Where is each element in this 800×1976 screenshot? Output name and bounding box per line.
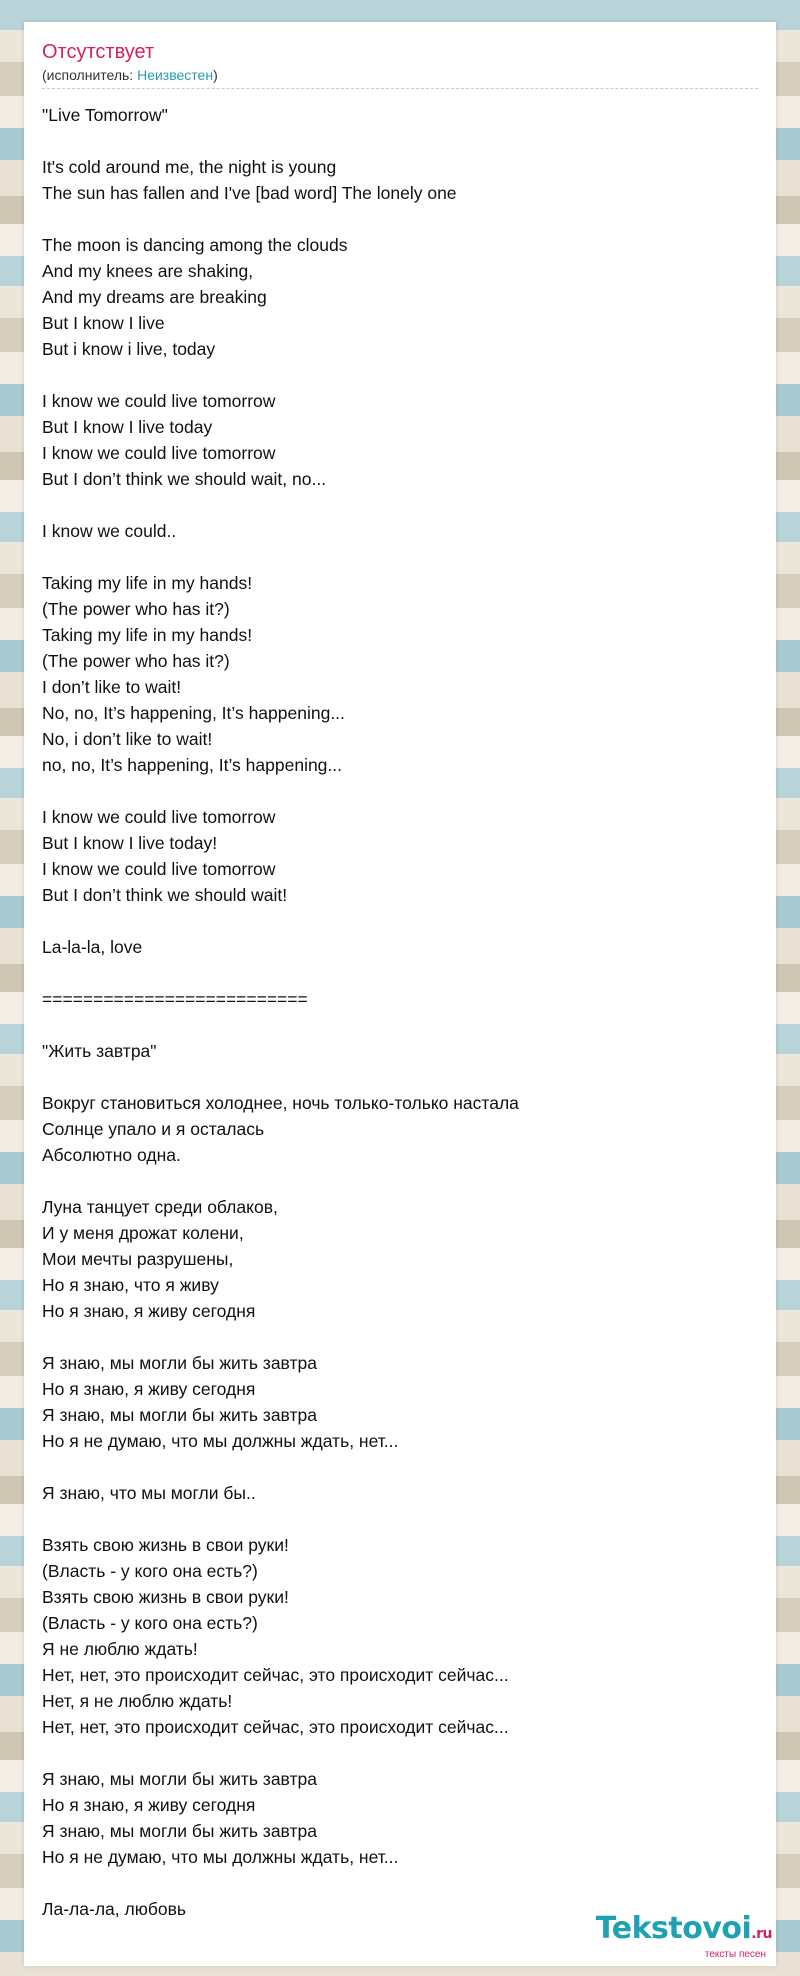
logo-main-text: Tekstovoi xyxy=(595,1911,752,1946)
lyric-line: Я знаю, мы могли бы жить завтра xyxy=(42,1821,317,1841)
lyric-blank-line xyxy=(42,128,758,154)
song-title: Отсутствует xyxy=(42,41,155,63)
lyric-line: Я знаю, мы могли бы жить завтра xyxy=(42,1405,317,1425)
lyric-line: Взять свою жизнь в свои руки! xyxy=(42,1535,289,1555)
lyric-line: (Власть - у кого она есть?) xyxy=(42,1561,258,1581)
lyric-line: Солнце упало и я осталась xyxy=(42,1119,265,1139)
lyric-line: No, i don’t like to wait! xyxy=(42,729,213,749)
lyric-blank-line xyxy=(42,1324,758,1350)
lyric-blank-line xyxy=(42,1506,758,1532)
lyric-line: But I know I live xyxy=(42,313,165,333)
lyric-line: The sun has fallen and I've [bad word] The lonely one xyxy=(42,183,457,203)
lyric-blank-line xyxy=(42,1064,758,1090)
lyric-blank-line xyxy=(42,362,758,388)
lyric-line: (Власть - у кого она есть?) xyxy=(42,1613,258,1633)
lyric-blank-line xyxy=(42,908,758,934)
lyric-line: I know we could live tomorrow xyxy=(42,859,276,879)
lyric-line: But I know I live today! xyxy=(42,833,218,853)
lyric-line: And my dreams are breaking xyxy=(42,287,267,307)
lyric-line: Taking my life in my hands! xyxy=(42,573,253,593)
lyric-line: I don’t like to wait! xyxy=(42,677,182,697)
lyric-line: Но я знаю, я живу сегодня xyxy=(42,1301,256,1321)
lyric-line: "Live Tomorrow" xyxy=(42,105,168,125)
lyric-line: ========================== xyxy=(42,989,308,1009)
artist-link[interactable]: Неизвестен xyxy=(137,67,214,83)
lyric-line: The moon is dancing among the clouds xyxy=(42,235,348,255)
lyric-line: Луна танцует среди облаков, xyxy=(42,1197,278,1217)
lyric-line: Нет, нет, это происходит сейчас, это происходит сейчас... xyxy=(42,1717,509,1737)
lyric-line: La-la-la, love xyxy=(42,937,143,957)
song-header xyxy=(42,40,758,89)
lyric-line: "Жить завтра" xyxy=(42,1041,157,1061)
lyrics-card xyxy=(24,22,776,1966)
artist-suffix: ) xyxy=(213,67,218,83)
lyric-line: Я знаю, мы могли бы жить завтра xyxy=(42,1769,317,1789)
lyric-line: И у меня дрожат колени, xyxy=(42,1223,244,1243)
lyric-line: Но я не думаю, что мы должны ждать, нет... xyxy=(42,1431,399,1451)
lyric-blank-line xyxy=(42,492,758,518)
lyric-line: Нет, нет, это происходит сейчас, это происходит сейчас... xyxy=(42,1665,509,1685)
lyric-line: Taking my life in my hands! xyxy=(42,625,253,645)
lyric-line: Я не люблю ждать! xyxy=(42,1639,198,1659)
lyric-line: I know we could live tomorrow xyxy=(42,807,276,827)
lyric-blank-line xyxy=(42,1454,758,1480)
lyric-line: Но я знаю, я живу сегодня xyxy=(42,1379,256,1399)
lyric-line: But I don’t think we should wait! xyxy=(42,885,288,905)
artist-prefix: (исполнитель: xyxy=(42,67,138,83)
lyric-line: I know we could live tomorrow xyxy=(42,443,276,463)
lyric-line: No, no, It’s happening, It’s happening... xyxy=(42,703,345,723)
lyric-line: Нет, я не люблю ждать! xyxy=(42,1691,233,1711)
lyric-line: Ла-ла-ла, любовь xyxy=(42,1899,186,1919)
lyric-line: But I don’t think we should wait, no... xyxy=(42,469,327,489)
lyric-line: But i know i live, today xyxy=(42,339,216,359)
lyric-line: (The power who has it?) xyxy=(42,599,230,619)
logo-tagline: тексты песен xyxy=(704,1949,766,1960)
site-logo[interactable] xyxy=(596,1913,772,1960)
lyric-line: Я знаю, что мы могли бы.. xyxy=(42,1483,256,1503)
lyric-line: And my knees are shaking, xyxy=(42,261,254,281)
lyric-blank-line xyxy=(42,960,758,986)
lyrics-body xyxy=(42,102,758,1922)
artist-line xyxy=(42,66,758,84)
lyric-blank-line xyxy=(42,1870,758,1896)
lyric-line: I know we could live tomorrow xyxy=(42,391,276,411)
lyric-blank-line xyxy=(42,1740,758,1766)
lyric-blank-line xyxy=(42,206,758,232)
lyric-blank-line xyxy=(42,1168,758,1194)
lyric-blank-line xyxy=(42,1012,758,1038)
lyric-blank-line xyxy=(42,544,758,570)
logo-domain-suffix: .ru xyxy=(751,1926,772,1942)
lyric-line: Но я не думаю, что мы должны ждать, нет... xyxy=(42,1847,399,1867)
lyric-line: Абсолютно одна. xyxy=(42,1145,181,1165)
lyric-line: Но я знаю, что я живу xyxy=(42,1275,219,1295)
lyric-line: Но я знаю, я живу сегодня xyxy=(42,1795,256,1815)
lyric-line: But I know I live today xyxy=(42,417,213,437)
lyric-blank-line xyxy=(42,778,758,804)
lyric-line: Взять свою жизнь в свои руки! xyxy=(42,1587,289,1607)
lyric-line: Я знаю, мы могли бы жить завтра xyxy=(42,1353,317,1373)
logo-wordmark xyxy=(596,1913,772,1950)
lyric-line: Вокруг становиться холоднее, ночь только-только настала xyxy=(42,1093,519,1113)
lyric-line: no, no, It’s happening, It’s happening... xyxy=(42,755,343,775)
lyric-line: (The power who has it?) xyxy=(42,651,230,671)
lyric-line: It's cold around me, the night is young xyxy=(42,157,337,177)
lyric-line: Мои мечты разрушены, xyxy=(42,1249,234,1269)
lyric-line: I know we could.. xyxy=(42,521,177,541)
